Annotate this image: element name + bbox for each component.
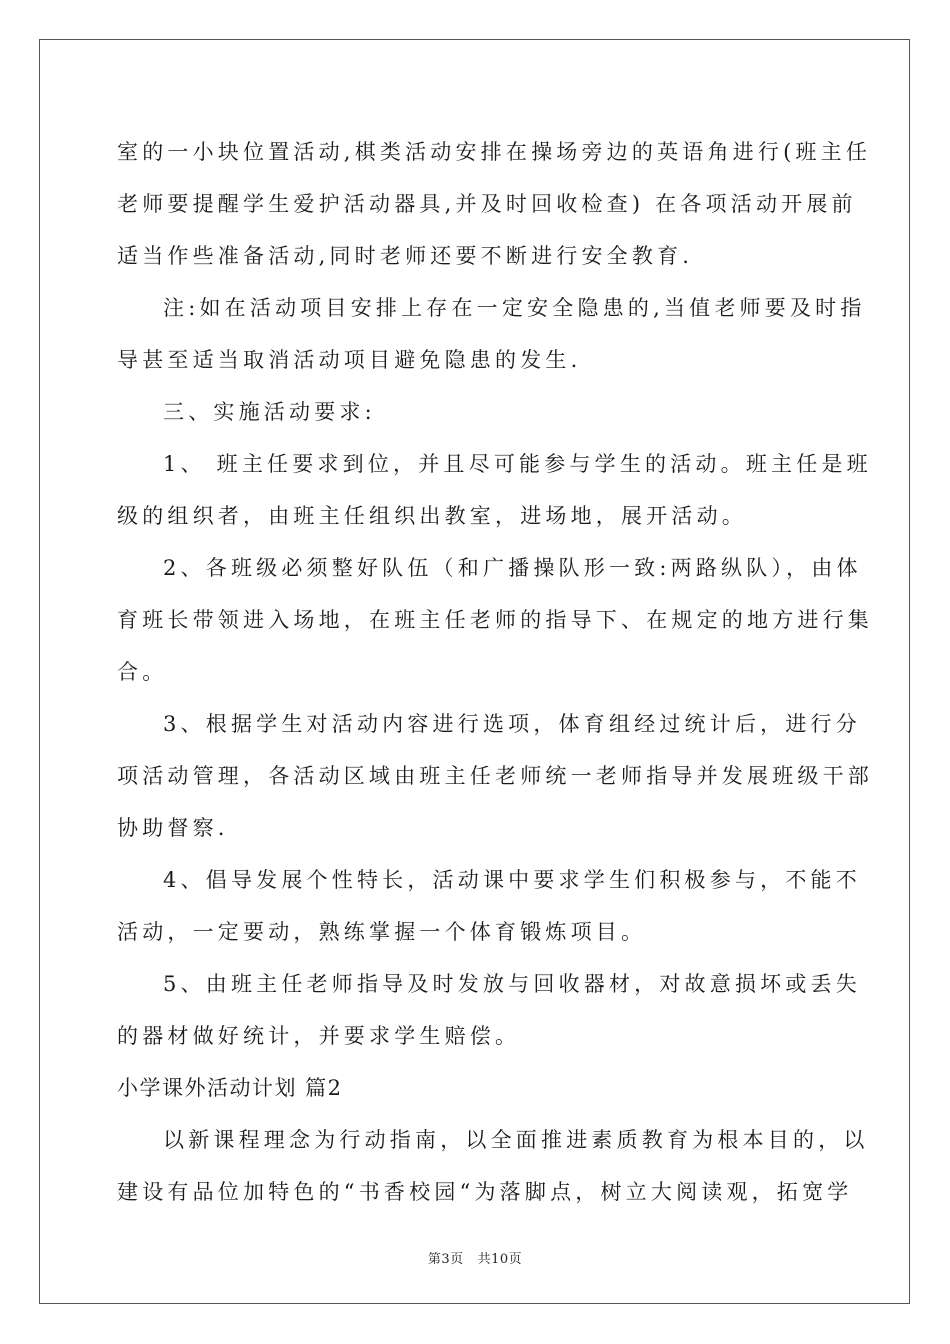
text-line: 的器材做好统计，并要求学生赔偿。 bbox=[117, 1024, 521, 1048]
text-line: 室的一小块位置活动,棋类活动安排在操场旁边的英语角进行(班主任 bbox=[117, 140, 872, 164]
document-body bbox=[117, 126, 873, 1218]
text-line: 老师要提醒学生爱护活动器具,并及时回收检查) 在各项活动开展前 bbox=[117, 192, 857, 216]
section-heading: 三、实施活动要求: bbox=[163, 400, 376, 424]
text-line: 级的组织者，由班主任组织出教室，进场地，展开活动。 bbox=[117, 504, 747, 528]
list-item-2-line: 2、各班级必须整好队伍（和广播操队形一致:两路纵队），由体 bbox=[163, 556, 862, 580]
article-title: 小学课外活动计划 篇2 bbox=[117, 1076, 343, 1100]
list-item-5-line: 5、由班主任老师指导及时发放与回收器材，对故意损坏或丢失 bbox=[163, 972, 861, 996]
note-paragraph-line: 注:如在活动项目安排上存在一定安全隐患的,当值老师要及时指 bbox=[163, 296, 866, 320]
text-line: 适当作些准备活动,同时老师还要不断进行安全教育. bbox=[117, 244, 694, 268]
text-line: 育班长带领进入场地，在班主任老师的指导下、在规定的地方进行集 bbox=[117, 608, 873, 632]
text-line: 项活动管理，各活动区域由班主任老师统一老师指导并发展班级干部 bbox=[117, 764, 873, 788]
text-line: 合。 bbox=[117, 660, 168, 684]
text-line: 协助督察. bbox=[117, 816, 229, 840]
list-item-3-line: 3、根据学生对活动内容进行选项，体育组经过统计后，进行分 bbox=[163, 712, 861, 736]
page-footer bbox=[0, 1248, 950, 1267]
intro-paragraph-line: 以新课程理念为行动指南，以全面推进素质教育为根本目的，以 bbox=[163, 1128, 869, 1152]
list-item-4-line: 4、倡导发展个性特长，活动课中要求学生们积极参与，不能不 bbox=[163, 868, 861, 892]
list-item-1-line: 1、 班主任要求到位，并且尽可能参与学生的活动。班主任是班 bbox=[163, 452, 872, 476]
text-line: 建设有品位加特色的“书香校园“为落脚点，树立大阅读观，拓宽学 bbox=[117, 1180, 853, 1204]
page-total: 共10页 bbox=[477, 1252, 523, 1267]
page-number: 第3页 bbox=[427, 1252, 464, 1267]
text-line: 活动，一定要动，熟练掌握一个体育锻炼项目。 bbox=[117, 920, 647, 944]
text-line: 导甚至适当取消活动项目避免隐患的发生. bbox=[117, 348, 582, 372]
